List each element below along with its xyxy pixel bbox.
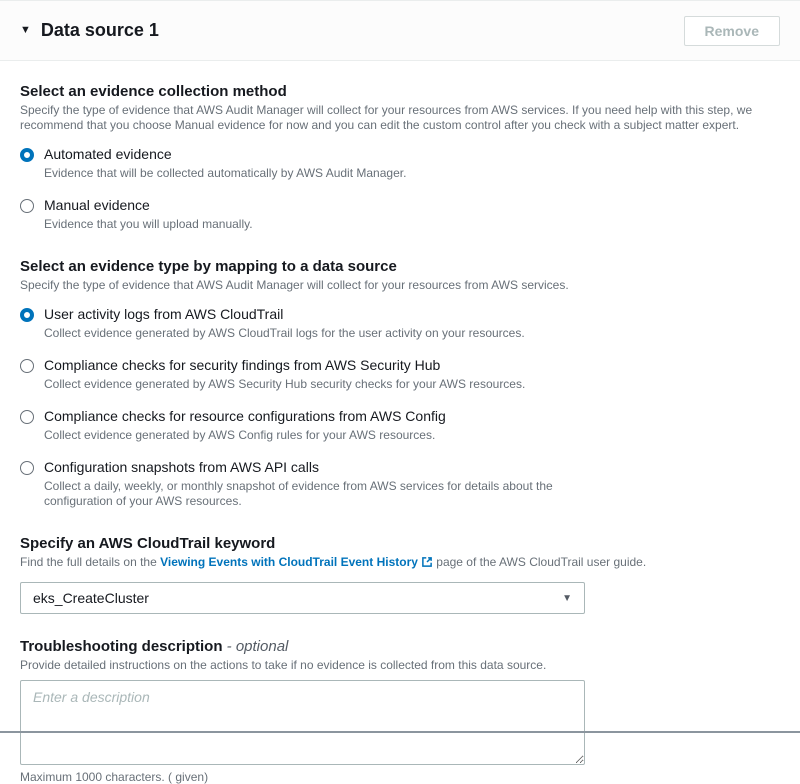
- select-selected-value: eks_CreateCluster: [33, 590, 149, 606]
- radio-label: Manual evidence: [44, 197, 150, 213]
- help-text-suffix: page of the AWS CloudTrail user guide.: [432, 555, 647, 569]
- collection-method-section: [20, 83, 780, 232]
- radio-text: [44, 305, 525, 341]
- troubleshooting-description: Provide detailed instructions on the actions to take if no evidence is collected from this data source.: [20, 658, 547, 672]
- troubleshooting-section: [20, 638, 780, 784]
- collection-method-heading: Select an evidence collection method: [20, 83, 287, 100]
- chevron-down-icon: ▼: [562, 592, 572, 604]
- radio-description: Collect evidence generated by AWS Config rules for your AWS resources.: [44, 428, 436, 442]
- radio-icon[interactable]: [20, 148, 34, 162]
- radio-text: [44, 407, 446, 443]
- radio-description: Collect a daily, weekly, or monthly snapshot of evidence from AWS services for details about the configuration of your AWS resources.: [44, 479, 553, 508]
- radio-text: [44, 145, 406, 181]
- radio-option-aws-config[interactable]: [20, 407, 780, 443]
- radio-description: Evidence that will be collected automatically by AWS Audit Manager.: [44, 166, 407, 180]
- radio-icon[interactable]: [20, 461, 34, 475]
- cloudtrail-event-history-link[interactable]: Viewing Events with CloudTrail Event History: [160, 555, 418, 569]
- radio-label: Compliance checks for resource configurations from AWS Config: [44, 408, 446, 424]
- bottom-divider: [0, 731, 800, 733]
- radio-icon[interactable]: [20, 359, 34, 373]
- cloudtrail-keyword-section: [20, 535, 780, 614]
- radio-option-cloudtrail-logs[interactable]: [20, 305, 780, 341]
- remove-button[interactable]: Remove: [684, 16, 780, 46]
- troubleshooting-heading-text: Troubleshooting description: [20, 638, 227, 655]
- cloudtrail-keyword-select[interactable]: [20, 582, 585, 614]
- cloudtrail-keyword-heading: Specify an AWS CloudTrail keyword: [20, 535, 276, 552]
- radio-option-security-hub[interactable]: [20, 356, 780, 392]
- optional-label: - optional: [226, 638, 289, 655]
- evidence-type-heading: Select an evidence type by mapping to a data source: [20, 258, 397, 275]
- radio-option-automated-evidence[interactable]: [20, 145, 780, 181]
- radio-option-api-snapshots[interactable]: [20, 458, 780, 509]
- radio-description: Collect evidence generated by AWS Security Hub security checks for your AWS resources.: [44, 377, 526, 391]
- radio-label: Automated evidence: [44, 146, 172, 162]
- collapse-caret-icon[interactable]: ▼: [20, 24, 31, 36]
- radio-label: Configuration snapshots from AWS API calls: [44, 459, 319, 475]
- radio-icon[interactable]: [20, 410, 34, 424]
- radio-option-manual-evidence[interactable]: [20, 196, 780, 232]
- panel-title: Data source 1: [40, 20, 159, 40]
- radio-text: [44, 458, 604, 509]
- evidence-type-section: [20, 258, 780, 509]
- troubleshooting-textarea[interactable]: [20, 680, 585, 765]
- character-limit-text: Maximum 1000 characters. ( given): [20, 770, 209, 784]
- evidence-type-radio-group: [20, 305, 780, 509]
- cloudtrail-keyword-help-text: [20, 555, 780, 570]
- collection-method-radio-group: [20, 145, 780, 232]
- panel-header-left: [20, 20, 159, 41]
- radio-text: [44, 196, 253, 232]
- collection-method-description: Specify the type of evidence that AWS Audit Manager will collect for your resources from AWS services. If you need help with this step, we recommend that you choose Manual evidence for now and you can edit the custom control after you check with a subject matter expert.: [20, 103, 753, 132]
- evidence-type-description: Specify the type of evidence that AWS Audit Manager will collect for your resources from AWS services.: [20, 278, 569, 292]
- radio-icon[interactable]: [20, 199, 34, 213]
- radio-text: [44, 356, 525, 392]
- radio-description: Collect evidence generated by AWS CloudTrail logs for the user activity on your resources.: [44, 326, 525, 340]
- radio-label: Compliance checks for security findings from AWS Security Hub: [44, 357, 441, 373]
- panel-content: [0, 61, 800, 784]
- help-text-prefix: Find the full details on the: [20, 555, 161, 569]
- external-link-icon: [421, 556, 433, 568]
- radio-icon[interactable]: [20, 308, 34, 322]
- panel-header: [0, 1, 800, 61]
- radio-description: Evidence that you will upload manually.: [44, 217, 253, 231]
- troubleshooting-heading: [20, 638, 780, 655]
- radio-label: User activity logs from AWS CloudTrail: [44, 306, 284, 322]
